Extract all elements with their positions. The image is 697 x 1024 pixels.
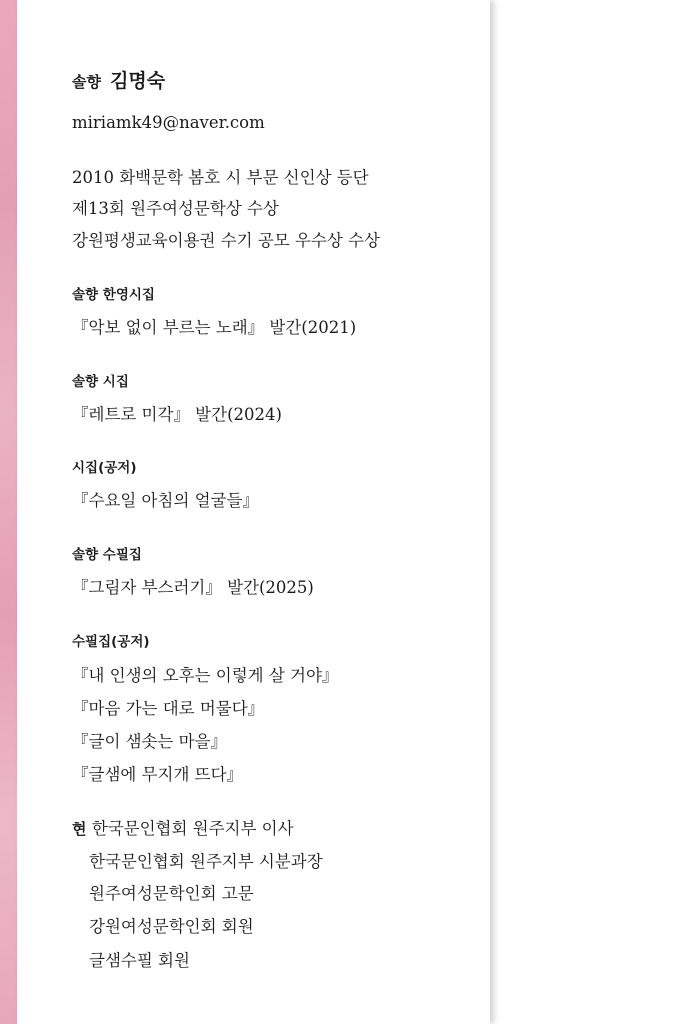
author-name-line <box>72 66 165 93</box>
section-heading: 솔향 시집 <box>72 374 129 390</box>
right-background <box>492 0 697 1024</box>
section-heading: 솔향 수필집 <box>72 547 142 563</box>
section-heading: 수필집(공저) <box>72 634 150 650</box>
book-item: 『내 인생의 오후는 이렇게 살 거야』 <box>72 666 339 685</box>
current-position-line <box>72 821 294 838</box>
book-item: 『레트로 미각』 발간(2024) <box>72 405 282 424</box>
position-item: 글샘수필 회원 <box>89 951 190 970</box>
position-item: 한국문인협회 원주지부 시분과장 <box>89 852 323 871</box>
book-item: 『마음 가는 대로 머물다』 <box>72 699 265 718</box>
current-label: 현 <box>72 820 87 838</box>
author-email: miriamk49@naver.com <box>72 113 265 132</box>
section-heading: 솔향 한영시집 <box>72 287 155 303</box>
author-name: 김명숙 <box>110 70 166 92</box>
pen-name: 솔향 <box>72 73 101 91</box>
book-item: 『글샘에 무지개 뜨다』 <box>72 765 244 784</box>
position-item: 강원여성문학인회 회원 <box>89 917 254 936</box>
section-heading: 시집(공저) <box>72 460 137 476</box>
book-item: 『글이 샘솟는 마을』 <box>72 732 228 751</box>
award-item: 강원평생교육이용권 수기 공모 우수상 수상 <box>72 231 380 250</box>
award-item: 제13회 원주여성문학상 수상 <box>72 199 279 218</box>
position-item: 한국문인협회 원주지부 이사 <box>91 819 294 838</box>
book-item: 『수요일 아침의 얼굴들』 <box>72 491 259 510</box>
book-item: 『악보 없이 부르는 노래』 발간(2021) <box>72 318 357 337</box>
pink-left-strip <box>0 0 17 1024</box>
award-item: 2010 화백문학 봄호 시 부문 신인상 등단 <box>72 168 369 187</box>
book-item: 『그림자 부스러기』 발간(2025) <box>72 578 314 597</box>
position-item: 원주여성문학인회 고문 <box>89 884 254 903</box>
